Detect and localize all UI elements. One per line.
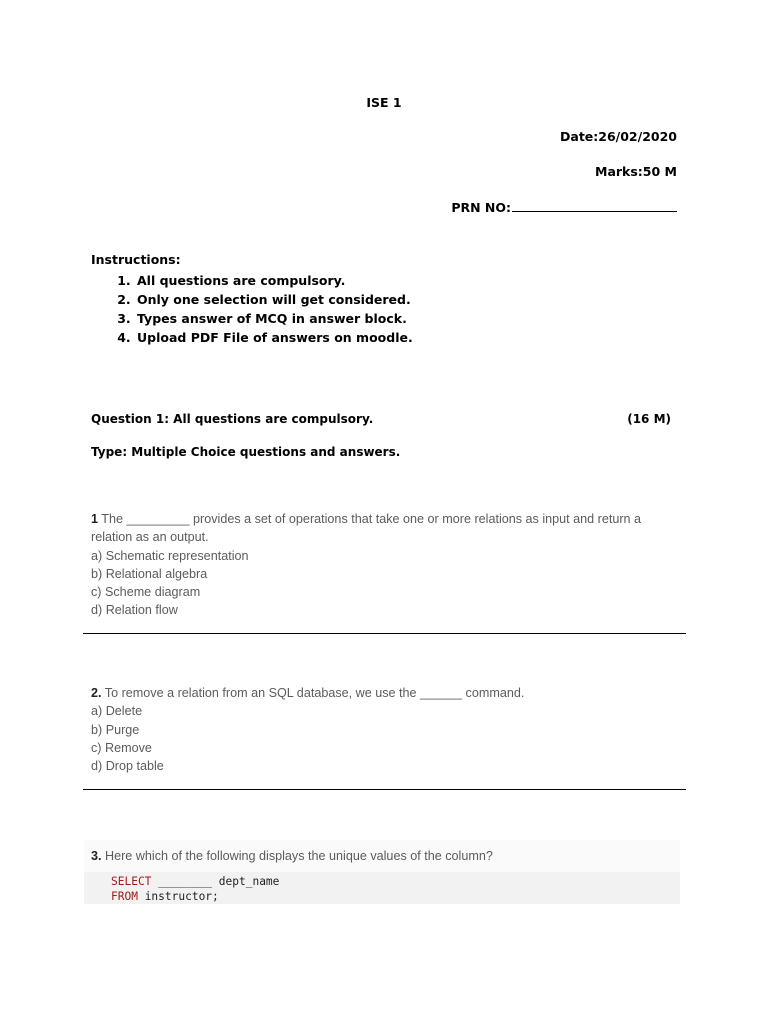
question-type: Type: Multiple Choice questions and answers. xyxy=(91,445,401,459)
prn-blank-line xyxy=(512,199,677,212)
mcq-3-text: Here which of the following displays the unique values of the column? xyxy=(101,849,493,863)
mcq-1-option-d: d) Relation flow xyxy=(91,603,178,618)
mcq-1-option-a: a) Schematic representation xyxy=(91,548,249,563)
instruction-item: 2. Only one selection will get considered. xyxy=(135,290,413,309)
mcq-2-option-b: b) Purge xyxy=(91,722,140,737)
prn-field xyxy=(451,199,677,215)
mcq-3-question xyxy=(91,847,681,865)
mcq-2-option-a: a) Delete xyxy=(91,704,143,719)
mcq-3-number: 3. xyxy=(91,849,102,863)
question-marks: (16 M) xyxy=(627,412,671,426)
mcq-3 xyxy=(91,847,681,865)
divider xyxy=(83,633,686,634)
instruction-item: 1. All questions are compulsory. xyxy=(135,271,413,290)
mcq-1-option-c: c) Scheme diagram xyxy=(91,585,201,600)
mcq-1-text: The _________ provides a set of operations that take one or more relations as input and return a relation as an output. xyxy=(91,512,642,545)
exam-marks: Marks:50 M xyxy=(595,164,677,179)
mcq-2-text: To remove a relation from an SQL database, we use the ______ command. xyxy=(101,686,525,700)
mcq-1-question xyxy=(91,510,681,547)
instruction-item: 4. Upload PDF File of answers on moodle. xyxy=(135,328,413,347)
sql-keyword: FROM xyxy=(111,890,138,903)
sql-text: ________ dept_name xyxy=(151,875,280,888)
mcq-2-option-c: c) Remove xyxy=(91,740,152,755)
question-title: Question 1: All questions are compulsory. xyxy=(91,412,374,426)
instructions-list xyxy=(108,271,413,347)
prn-label: PRN NO: xyxy=(451,200,511,215)
sql-code-block xyxy=(111,874,279,904)
mcq-1 xyxy=(91,510,681,620)
mcq-1-number: 1 xyxy=(91,512,99,526)
sql-keyword: SELECT xyxy=(111,875,152,888)
sql-text: instructor; xyxy=(137,890,219,903)
exam-date: Date:26/02/2020 xyxy=(560,129,677,144)
question-heading xyxy=(91,412,671,426)
mcq-1-option-b: b) Relational algebra xyxy=(91,566,208,581)
mcq-2 xyxy=(91,684,681,775)
mcq-2-option-d: d) Drop table xyxy=(91,759,164,774)
divider xyxy=(83,789,686,790)
instructions-heading: Instructions: xyxy=(91,252,181,267)
mcq-2-question xyxy=(91,684,681,702)
mcq-2-number: 2. xyxy=(91,686,102,700)
exam-title: ISE 1 xyxy=(366,95,402,110)
instruction-item: 3. Types answer of MCQ in answer block. xyxy=(135,309,413,328)
